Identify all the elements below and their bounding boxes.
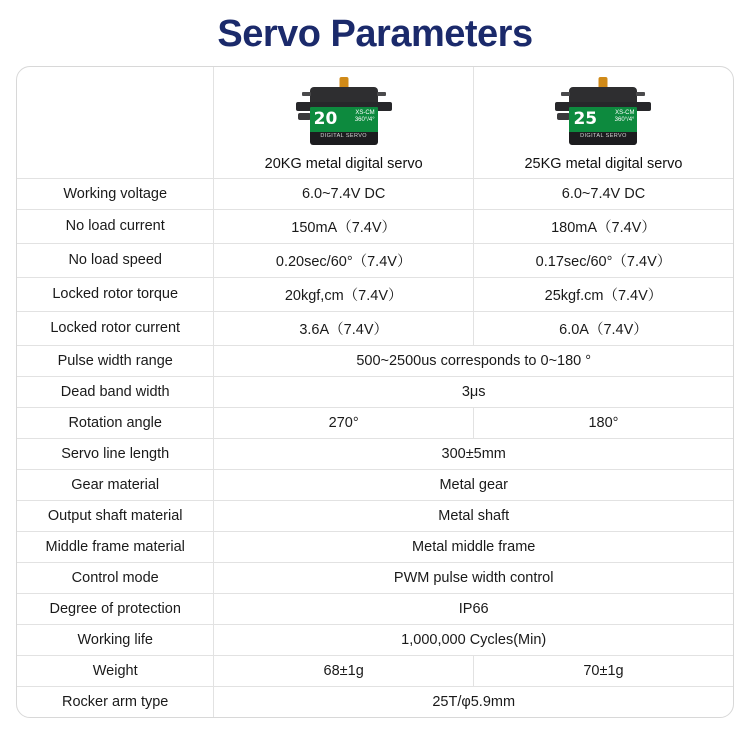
row-label: No load speed bbox=[17, 243, 214, 277]
table-row bbox=[17, 655, 733, 686]
table-row bbox=[17, 209, 733, 243]
servo-b-code bbox=[615, 110, 635, 124]
row-value-servo-a: 150mA（7.4V） bbox=[214, 209, 474, 243]
servo-a-code bbox=[355, 110, 375, 124]
row-value-merged: 25T/φ5.9mm bbox=[214, 686, 733, 717]
row-label: Middle frame material bbox=[17, 531, 214, 562]
row-label: Control mode bbox=[17, 562, 214, 593]
row-value-merged: 300±5mm bbox=[214, 438, 733, 469]
row-value-merged: Metal middle frame bbox=[214, 531, 733, 562]
row-value-servo-b: 6.0A（7.4V） bbox=[473, 311, 733, 345]
row-label: No load current bbox=[17, 209, 214, 243]
table-header-row bbox=[17, 67, 733, 179]
row-value-servo-b: 25kgf.cm（7.4V） bbox=[473, 277, 733, 311]
row-value-merged: 1,000,000 Cycles(Min) bbox=[214, 624, 733, 655]
row-label: Working life bbox=[17, 624, 214, 655]
table-row bbox=[17, 277, 733, 311]
servo-base bbox=[569, 132, 637, 145]
servo-a-head bbox=[214, 67, 473, 178]
row-label: Working voltage bbox=[17, 178, 214, 209]
row-value-servo-b: 70±1g bbox=[473, 655, 733, 686]
table-row bbox=[17, 438, 733, 469]
table-row bbox=[17, 407, 733, 438]
row-value-merged: Metal shaft bbox=[214, 500, 733, 531]
row-value-servo-a: 68±1g bbox=[214, 655, 474, 686]
table-row bbox=[17, 531, 733, 562]
servo-a-caption: 20KG metal digital servo bbox=[264, 155, 423, 172]
row-label: Output shaft material bbox=[17, 500, 214, 531]
row-value-merged: Metal gear bbox=[214, 469, 733, 500]
servo-wire bbox=[298, 113, 311, 120]
row-label: Locked rotor torque bbox=[17, 277, 214, 311]
row-label: Pulse width range bbox=[17, 345, 214, 376]
param-header-cell bbox=[17, 67, 214, 179]
parameters-table bbox=[17, 67, 733, 718]
table-row bbox=[17, 686, 733, 717]
row-value-servo-a: 0.20sec/60°（7.4V） bbox=[214, 243, 474, 277]
parameters-table-container bbox=[16, 66, 734, 719]
servo-25kg-icon bbox=[555, 77, 651, 149]
servo-a-number: 20 bbox=[313, 108, 338, 129]
row-value-merged: 500~2500us corresponds to 0~180 ° bbox=[214, 345, 733, 376]
servo-b-number: 25 bbox=[573, 108, 598, 129]
servo-20kg-icon bbox=[296, 77, 392, 149]
table-row bbox=[17, 469, 733, 500]
row-value-servo-a: 6.0~7.4V DC bbox=[214, 178, 474, 209]
table-row bbox=[17, 345, 733, 376]
servo-b-header-cell bbox=[473, 67, 733, 179]
table-row bbox=[17, 178, 733, 209]
servo-body bbox=[310, 107, 378, 133]
row-label: Gear material bbox=[17, 469, 214, 500]
servo-b-caption: 25KG metal digital servo bbox=[524, 155, 683, 172]
row-value-servo-a: 20kgf,cm（7.4V） bbox=[214, 277, 474, 311]
table-row bbox=[17, 243, 733, 277]
row-value-servo-a: 270° bbox=[214, 407, 474, 438]
servo-a-code-line1: XS-CM bbox=[355, 109, 375, 116]
row-label: Rocker arm type bbox=[17, 686, 214, 717]
row-value-merged: PWM pulse width control bbox=[214, 562, 733, 593]
table-body bbox=[17, 67, 733, 718]
row-value-servo-b: 0.17sec/60°（7.4V） bbox=[473, 243, 733, 277]
servo-a-base-text: DIGITAL SERVO bbox=[320, 132, 367, 139]
table-row bbox=[17, 593, 733, 624]
servo-b-code-line1: XS-CM bbox=[615, 109, 635, 116]
row-label: Dead band width bbox=[17, 376, 214, 407]
row-label: Servo line length bbox=[17, 438, 214, 469]
row-label: Degree of protection bbox=[17, 593, 214, 624]
row-label: Rotation angle bbox=[17, 407, 214, 438]
row-value-servo-b: 180mA（7.4V） bbox=[473, 209, 733, 243]
servo-body bbox=[569, 107, 637, 133]
row-label: Weight bbox=[17, 655, 214, 686]
servo-a-header-cell bbox=[214, 67, 474, 179]
servo-base bbox=[310, 132, 378, 145]
row-value-merged: IP66 bbox=[214, 593, 733, 624]
servo-b-code-line2: 360°/4° bbox=[614, 116, 635, 123]
servo-b-head bbox=[474, 67, 733, 178]
row-value-merged: 3μs bbox=[214, 376, 733, 407]
servo-a-code-line2: 360°/4° bbox=[354, 116, 375, 123]
row-label: Locked rotor current bbox=[17, 311, 214, 345]
table-row bbox=[17, 624, 733, 655]
table-row bbox=[17, 311, 733, 345]
row-value-servo-b: 180° bbox=[473, 407, 733, 438]
page-title: Servo Parameters bbox=[217, 13, 533, 55]
table-row bbox=[17, 376, 733, 407]
servo-b-base-text: DIGITAL SERVO bbox=[580, 132, 627, 139]
table-row bbox=[17, 562, 733, 593]
row-value-servo-a: 3.6A（7.4V） bbox=[214, 311, 474, 345]
row-value-servo-b: 6.0~7.4V DC bbox=[473, 178, 733, 209]
table-row bbox=[17, 500, 733, 531]
